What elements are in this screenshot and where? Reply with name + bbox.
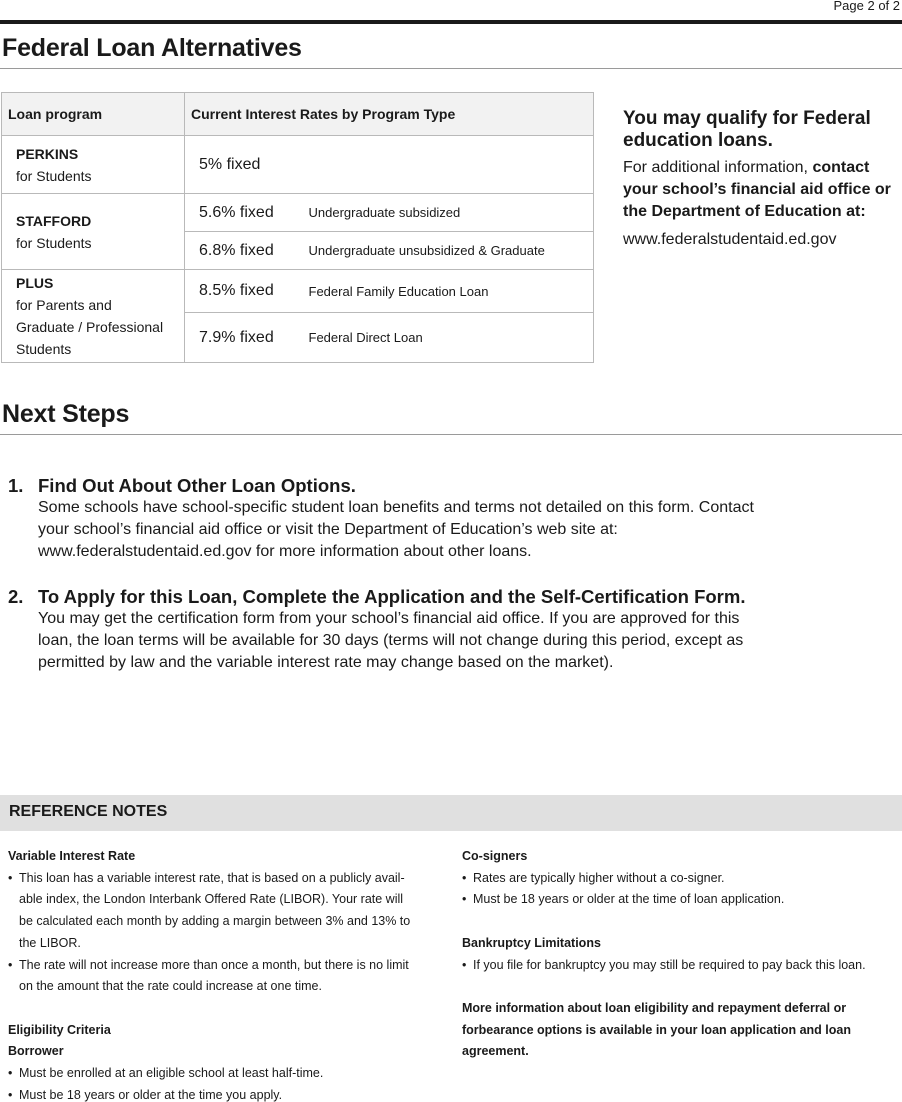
note-line: be calculated each month by adding a margin between 3% and 13% to (19, 914, 411, 929)
table-header-row (2, 93, 594, 136)
step-body (38, 608, 888, 674)
rate-value: 5.6% fixed (185, 194, 309, 232)
note-line: If you file for bankruptcy you may still be required to pay back this loan. (473, 957, 866, 972)
aside-url: www.federalstudentaid.ed.gov (623, 231, 837, 248)
program-plus (2, 270, 185, 363)
step-heading (8, 475, 888, 497)
aside-text-bold: contact your school’s financial aid office or the Department of Education at: (623, 159, 891, 220)
top-rule (0, 20, 902, 24)
list-item (8, 868, 448, 955)
note-line: The rate will not increase more than once a month, but there is no limit (19, 957, 409, 972)
list-item (462, 889, 900, 911)
program-sub: for Students (16, 167, 92, 184)
note-line: the LIBOR. (19, 935, 81, 950)
bullet: • (462, 957, 467, 972)
note-line: This loan has a variable interest rate, that is based on a publicly avail- (19, 870, 405, 885)
program-name: STAFFORD (16, 212, 92, 229)
reference-right-column (462, 846, 900, 1063)
more-info-line: forbearance options is available in your loan application and loan (462, 1022, 851, 1037)
note-line: Rates are typically higher without a co-signer. (473, 870, 725, 885)
step-heading (8, 586, 888, 608)
program-stafford (2, 194, 185, 270)
step-line: loan, the loan terms will be available for 30 days (terms will not change during this period, except as (38, 632, 744, 649)
more-info-line: More information about loan eligibility and repayment deferral or (462, 1000, 847, 1015)
program-name: PLUS (16, 275, 54, 291)
variable-rate-heading: Variable Interest Rate (8, 849, 136, 863)
list-item (8, 1085, 448, 1102)
cosigners-heading: Co-signers (462, 849, 528, 863)
aside-title: You may qualify for Federal education loans. (623, 108, 871, 151)
program-sub: Graduate / Professional (16, 319, 164, 335)
step-line: Some schools have school-specific student loan benefits and terms not detailed on this form. Contact (38, 499, 754, 516)
reference-left-column (8, 846, 448, 1102)
aside-text (623, 157, 893, 223)
bullet: • (8, 1066, 13, 1081)
note-line: Must be 18 years or older at the time you apply. (19, 1087, 283, 1102)
alternatives-rule (0, 68, 902, 69)
bullet: • (462, 892, 467, 907)
step-number: 2. (8, 586, 24, 607)
aside-text-plain: For additional information, (623, 159, 813, 176)
eligibility-heading: Eligibility Criteria (8, 1022, 111, 1037)
note-line: Must be 18 years or older at the time of loan application. (473, 892, 785, 907)
rate-value: 7.9% fixed (185, 313, 309, 363)
step-number: 1. (8, 475, 24, 496)
federal-loans-aside (623, 108, 893, 249)
list-item (8, 955, 448, 998)
step-line: www.federalstudentaid.ed.gov for more information about other loans. (38, 543, 532, 560)
header-loan-program: Loan program (2, 93, 185, 136)
bullet: • (462, 870, 467, 885)
reference-notes-title: REFERENCE NOTES (9, 803, 168, 820)
table-row-stafford-1 (2, 194, 594, 232)
step-2 (8, 586, 888, 674)
step-1 (8, 475, 888, 563)
next-steps-rule (0, 434, 902, 435)
rate-value: 8.5% fixed (185, 270, 309, 313)
program-sub: for Students (16, 234, 92, 251)
page-number: Page 2 of 2 (833, 0, 900, 13)
borrower-subheading: Borrower (8, 1044, 64, 1059)
note-line: Must be enrolled at an eligible school at least half-time. (19, 1066, 324, 1081)
list-item (462, 868, 900, 890)
step-line: your school’s financial aid office or visit the Department of Education’s web site at: (38, 521, 618, 538)
bullet: • (8, 1087, 13, 1102)
rate-perkins: 5% fixed (185, 136, 594, 194)
list-item (462, 955, 900, 977)
step-heading-text: To Apply for this Loan, Complete the Application and the Self-Certification Form. (38, 586, 746, 607)
more-info-line: agreement. (462, 1044, 529, 1059)
table-row-perkins (2, 136, 594, 194)
note-line: on the amount that the rate could increase at one time. (19, 979, 322, 994)
header-current-rates: Current Interest Rates by Program Type (185, 93, 594, 136)
rate-description: Undergraduate unsubsidized & Graduate (309, 232, 594, 270)
note-line: able index, the London Interbank Offered Rate (LIBOR). Your rate will (19, 892, 404, 907)
loan-rates-table (1, 92, 594, 363)
step-line: permitted by law and the variable interest rate may change based on the market). (38, 654, 614, 671)
program-sub: Students (16, 341, 72, 357)
rate-description: Federal Family Education Loan (309, 270, 594, 313)
rate-description: Undergraduate subsidized (309, 194, 594, 232)
step-heading-text: Find Out About Other Loan Options. (38, 475, 356, 496)
bullet: • (8, 870, 13, 885)
program-perkins (2, 136, 185, 194)
table-row-plus-1 (2, 270, 594, 313)
list-item (8, 1063, 448, 1085)
reference-notes-band (0, 795, 902, 831)
alternatives-title: Federal Loan Alternatives (2, 34, 302, 62)
rate-description: Federal Direct Loan (309, 313, 594, 363)
bankruptcy-heading: Bankruptcy Limitations (462, 935, 601, 950)
step-line: You may get the certification form from your school’s financial aid office. If you are approved for this (38, 610, 740, 627)
bullet: • (8, 957, 13, 972)
program-sub: for Parents and (16, 297, 112, 313)
next-steps-title: Next Steps (2, 400, 130, 428)
rate-value: 6.8% fixed (185, 232, 309, 270)
step-body (38, 497, 888, 563)
program-name: PERKINS (16, 145, 79, 162)
